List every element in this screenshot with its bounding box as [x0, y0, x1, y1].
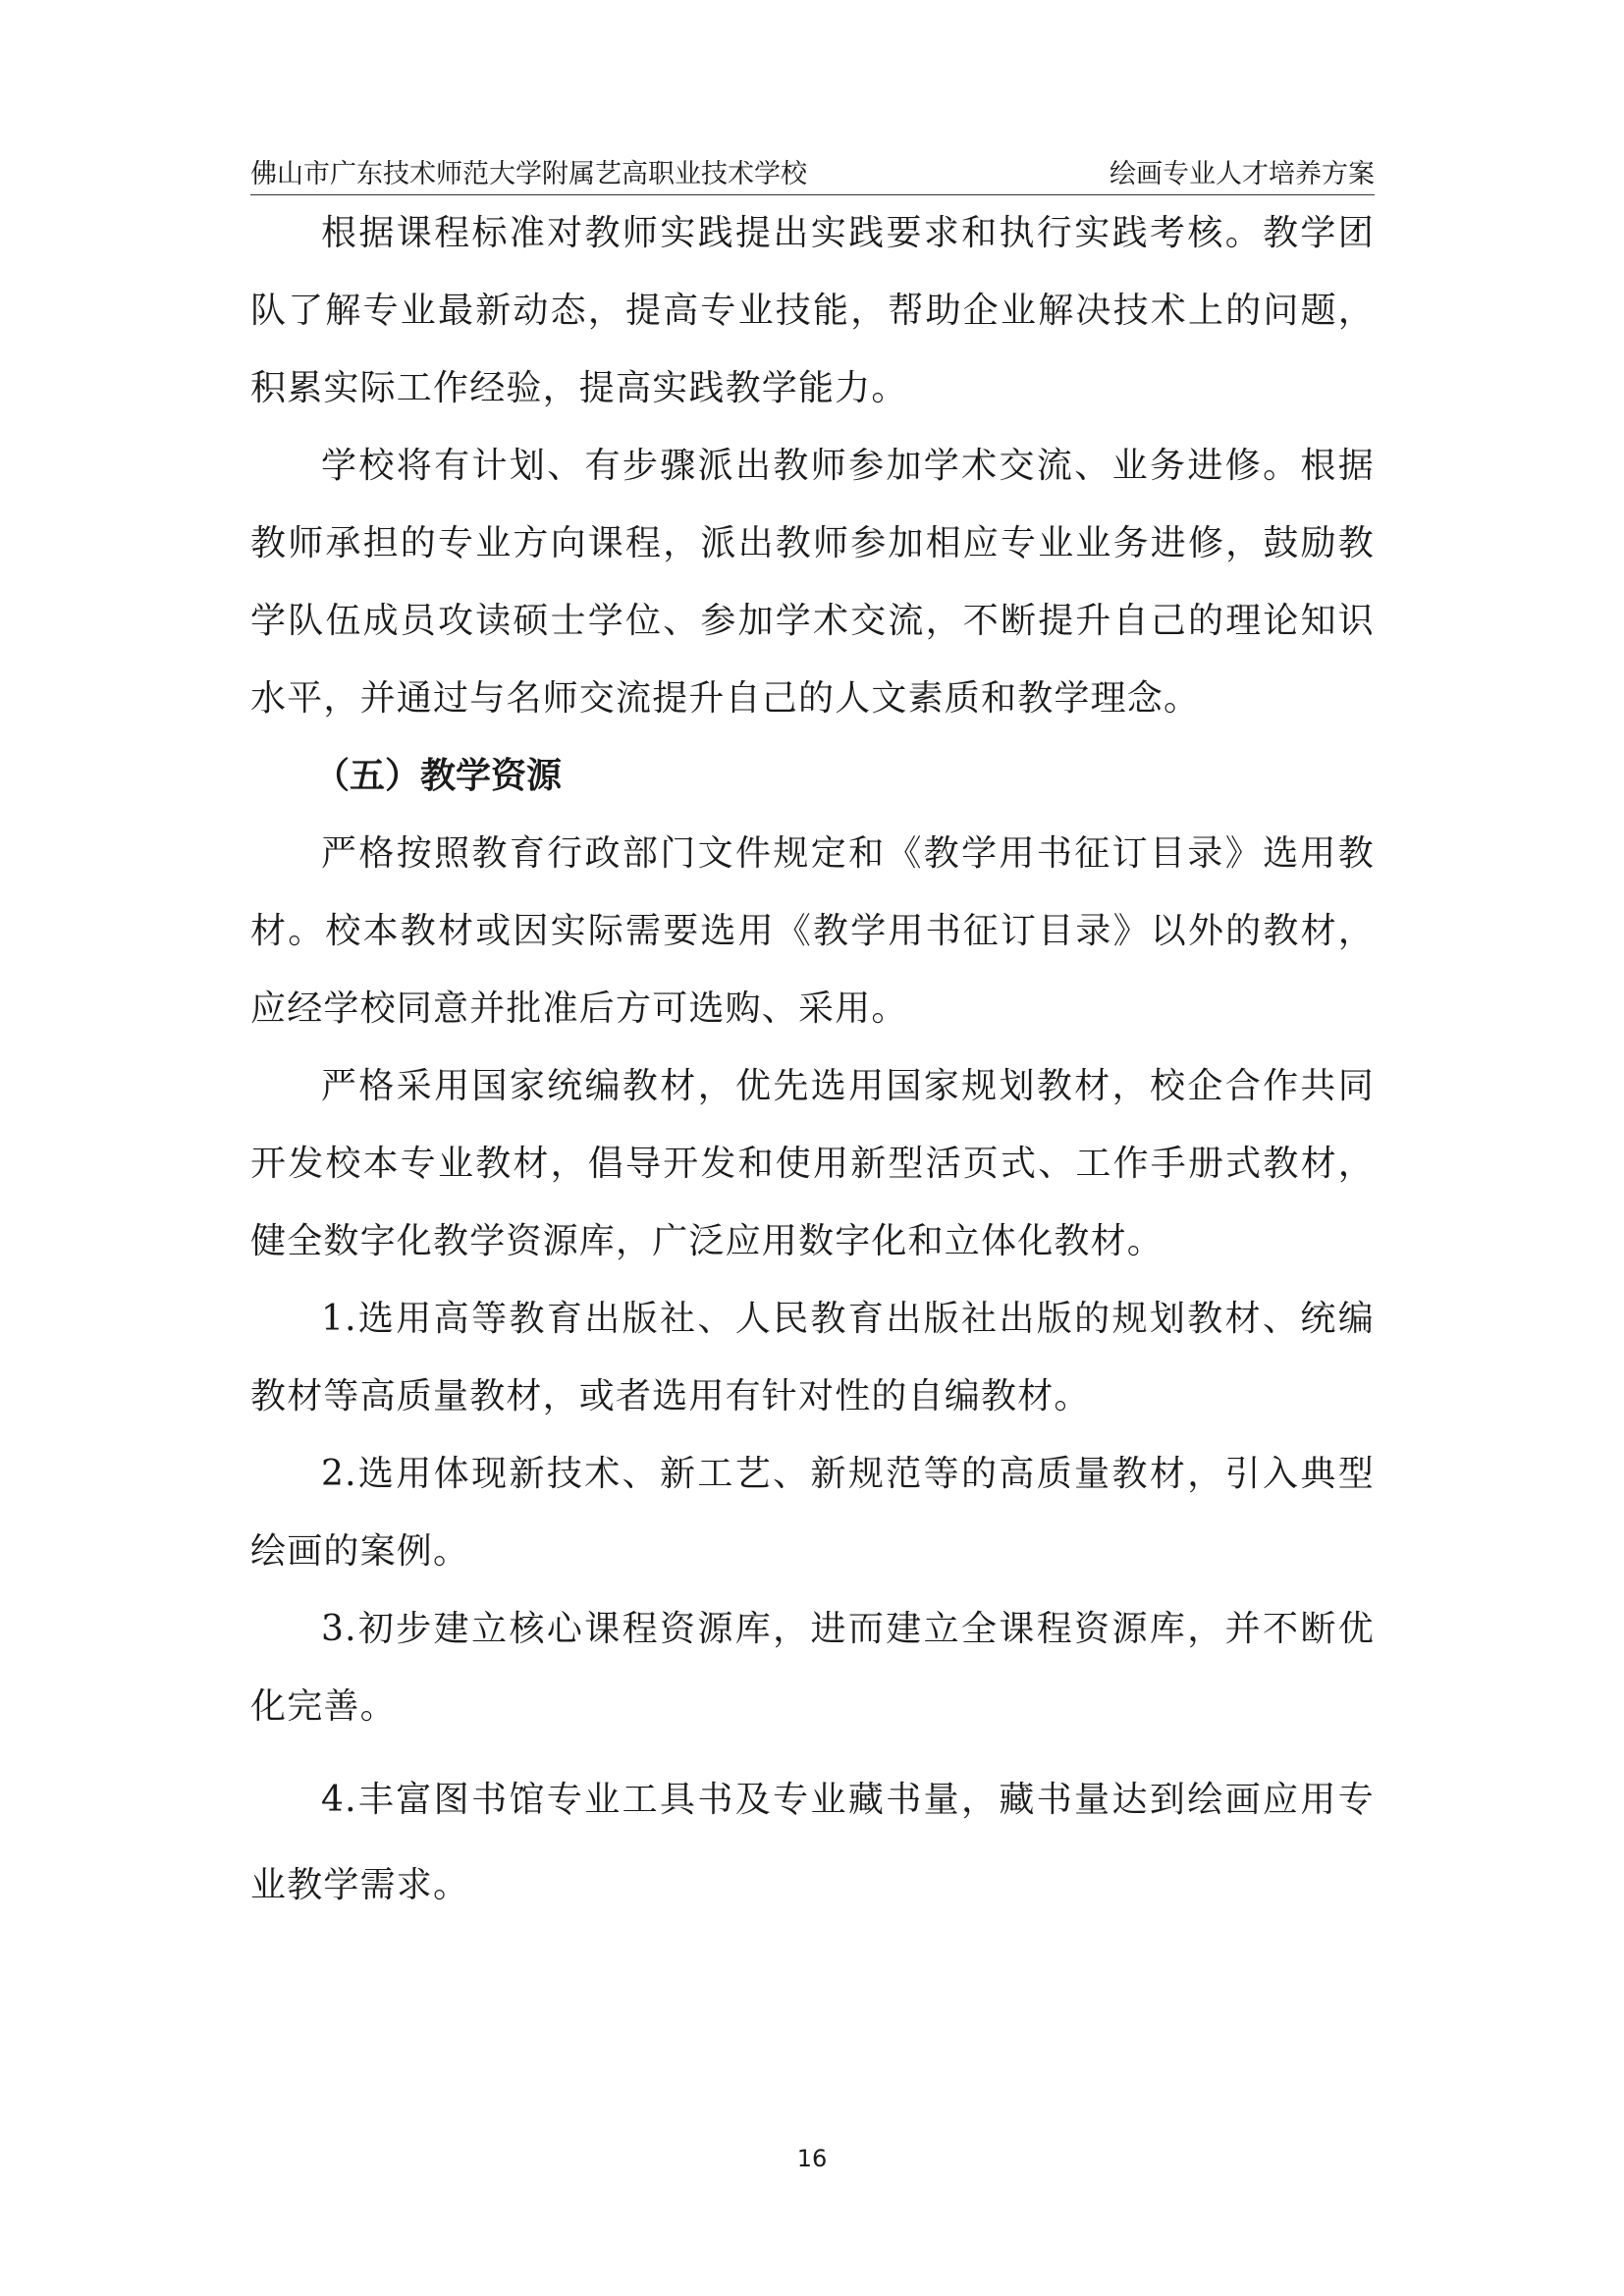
- document-body: [250, 194, 1375, 1928]
- list-item: 4.丰富图书馆专业工具书及专业藏书量，藏书量达到绘画应用专业教学需求。: [250, 1780, 1375, 1905]
- header-school-name: 佛山市广东技术师范大学附属艺高职业技术学校: [250, 159, 807, 189]
- paragraph-teacher-practice: 根据课程标准对教师实践提出实践要求和执行实践考核。教学团队了解专业最新动态，提高专业技能，帮助企业解决技术上的问题，积累实际工作经验，提高实践教学能力。: [250, 213, 1375, 408]
- paragraph-national-textbooks: 严格采用国家统编教材，优先选用国家规划教材，校企合作共同开发校本专业教材，倡导开发和使用新型活页式、工作手册式教材，健全数字化教学资源库，广泛应用数字化和立体化教材。: [250, 1066, 1375, 1261]
- paragraph-academic-exchange: 学校将有计划、有步骤派出教师参加学术交流、业务进修。根据教师承担的专业方向课程，派出教师参加相应专业业务进修，鼓励教学队伍成员攻读硕士学位、参加学术交流，不断提升自己的理论知识水平，并通过与名师交流提升自己的人文素质和教学理念。: [250, 446, 1375, 719]
- section-heading: （五）教学资源: [314, 756, 563, 796]
- list-item: 1.选用高等教育出版社、人民教育出版社出版的规划教材、统编教材等高质量教材，或者选用有针对性的自编教材。: [250, 1299, 1375, 1416]
- list-item: 3.初步建立核心课程资源库，进而建立全课程资源库，并不断优化完善。: [250, 1609, 1375, 1727]
- page-header: [250, 155, 1375, 195]
- header-document-title: 绘画专业人才培养方案: [1110, 159, 1375, 189]
- list-item: 2.选用体现新技术、新工艺、新规范等的高质量教材，引入典型绘画的案例。: [250, 1454, 1375, 1572]
- paragraph-textbook-selection: 严格按照教育行政部门文件规定和《教学用书征订目录》选用教材。校本教材或因实际需要选用《教学用书征订目录》以外的教材，应经学校同意并批准后方可选购、采用。: [250, 833, 1375, 1029]
- page-number: 16: [796, 2145, 828, 2172]
